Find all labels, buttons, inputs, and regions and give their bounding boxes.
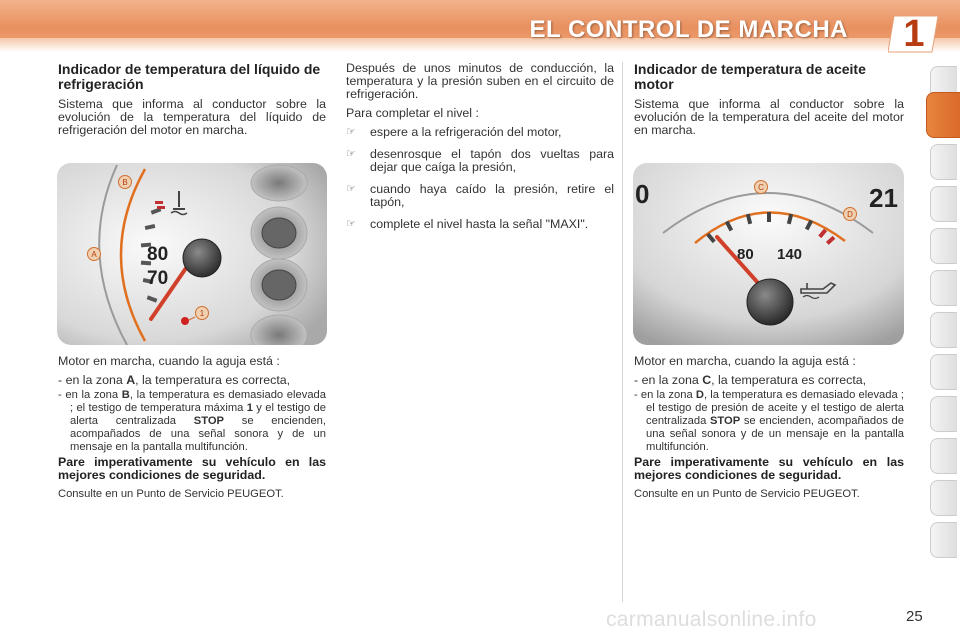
coolant-consult: Consulte en un Punto de Servicio PEUGEOT. [58,488,284,500]
chapter-tab[interactable] [930,522,957,558]
zone-a-item [58,374,326,387]
refill-step [346,148,614,174]
refill-step [346,126,614,139]
chapter-tab[interactable] [930,186,957,222]
refill-step-text: complete el nivel hasta la señal "MAXI". [370,217,589,231]
coolant-heading: Indicador de temperatura del líquido de refrigeración [58,61,321,92]
zone-a-description: , la temperatura es correcta, [135,373,291,387]
oil-consult: Consulte en un Punto de Servicio PEUGEOT. [634,488,860,500]
page-number: 25 [906,608,923,625]
warning-light-number: 1 [246,402,253,414]
coolant-gauge-illustration [57,163,327,345]
pointing-hand-icon: ☞ [346,148,356,160]
zone-a-prefix: - en la zona [58,373,127,387]
oil-motor-text: Motor en marcha, cuando la aguja está : [634,354,856,368]
zone-b-prefix: - en la zona [58,389,122,401]
left-column-bottom [58,355,326,507]
speedo-digit-right: 21 [869,183,898,213]
pointing-hand-icon: ☞ [346,218,356,230]
zone-b-description-3: se encienden, acompañados de una señal sonora y de un mensaje en la pantalla multifunción. [70,415,326,453]
zone-c-item [634,374,904,387]
oil-value-80: 80 [737,246,754,263]
zone-a-letter: A [126,373,136,387]
refill-intro: Después de unos minutos de conducción, la temperatura y la presión suben en el circuito de refrigeración. [346,61,614,101]
zone-d-letter: D [695,389,704,401]
zone-d-prefix: - en la zona [634,389,696,401]
oil-gauge-illustration [633,163,904,345]
zone-d-item [634,389,904,454]
zone-a-label: A [91,250,97,259]
refill-step [346,218,614,231]
gauge-value-80: 80 [147,244,169,265]
zone-b-description: , la temperatura es demasiado elevada ; el testigo de temperatura máxima [70,389,326,414]
zone-c-label: C [758,183,764,192]
zone-b-item [58,389,326,454]
chapter-tab[interactable] [930,354,957,390]
refill-step [346,183,614,209]
right-column-top [634,62,904,143]
zone-d-description-2: se encienden, acompañados de una señal sonora y de un mensaje en la pantalla multifunción. [646,415,904,453]
chapter-tab[interactable] [930,270,957,306]
max-temp-warning-light [181,317,189,325]
chapter-tabs [926,66,960,576]
zone-b-label: B [122,178,128,187]
oil-intro: Sistema que informa al conductor sobre la evolución de la temperatura del aceite del motor en marcha. [634,97,904,137]
refill-step-text: cuando haya caído la presión, retire el tapón, [370,182,614,209]
oil-heading: Indicador de temperatura de aceite motor [634,61,866,92]
zone-b-letter: B [121,389,130,401]
watermark: carmanualsonline.info [606,608,817,631]
stop-label: STOP [193,415,225,427]
chapter-tab-active[interactable] [926,92,960,138]
chapter-tab[interactable] [930,312,957,348]
page-title: EL CONTROL DE MARCHA [529,16,848,43]
refill-step-text: desenrosque el tapón dos vueltas para dejar que caíga la presión, [370,147,614,174]
warning-light-1-label: 1 [199,309,205,318]
zone-d-label: D [847,210,853,219]
zone-c-description: , la temperatura es correcta, [711,373,867,387]
chapter-tab[interactable] [930,438,957,474]
pointing-hand-icon: ☞ [346,126,356,138]
stop-label: STOP [709,415,741,427]
right-column-bottom [634,355,904,507]
coolant-motor-text: Motor en marcha, cuando la aguja está : [58,354,280,368]
zone-c-letter: C [702,373,712,387]
speedo-digit-left: 0 [635,179,650,209]
refill-step-text: espere a la refrigeración del motor, [370,125,562,139]
left-column-top [58,62,326,143]
coolant-warning: Pare imperativamente su vehículo en las mejores condiciones de seguridad. [58,455,326,482]
zone-d-description: , la temperatura es demasiado elevada ; el testigo de presión de aceite y el testigo de alerta centralizada [646,389,904,427]
coolant-intro: Sistema que informa al conductor sobre la evolución de la temperatura del líquido de refrigeración del motor en marcha. [58,97,326,137]
chapter-tab[interactable] [930,480,957,516]
gauge-value-70: 70 [147,268,169,289]
column-divider [622,62,623,602]
chapter-tab[interactable] [930,228,957,264]
zone-c-prefix: - en la zona [634,373,703,387]
chapter-badge [888,14,940,54]
chapter-tab[interactable] [930,396,957,432]
pointing-hand-icon: ☞ [346,183,356,195]
oil-gauge-figure [633,163,904,345]
zone-b-description-2: y el testigo de alerta centralizada [70,402,326,427]
oil-value-140: 140 [777,246,803,263]
oil-warning: Pare imperativamente su vehículo en las mejores condiciones de seguridad. [634,455,904,482]
chapter-number: 1 [903,13,925,55]
chapter-tab[interactable] [930,144,957,180]
coolant-gauge-figure [57,163,327,345]
refill-complete-label: Para completar el nivel : [346,106,479,120]
middle-column [346,62,614,240]
